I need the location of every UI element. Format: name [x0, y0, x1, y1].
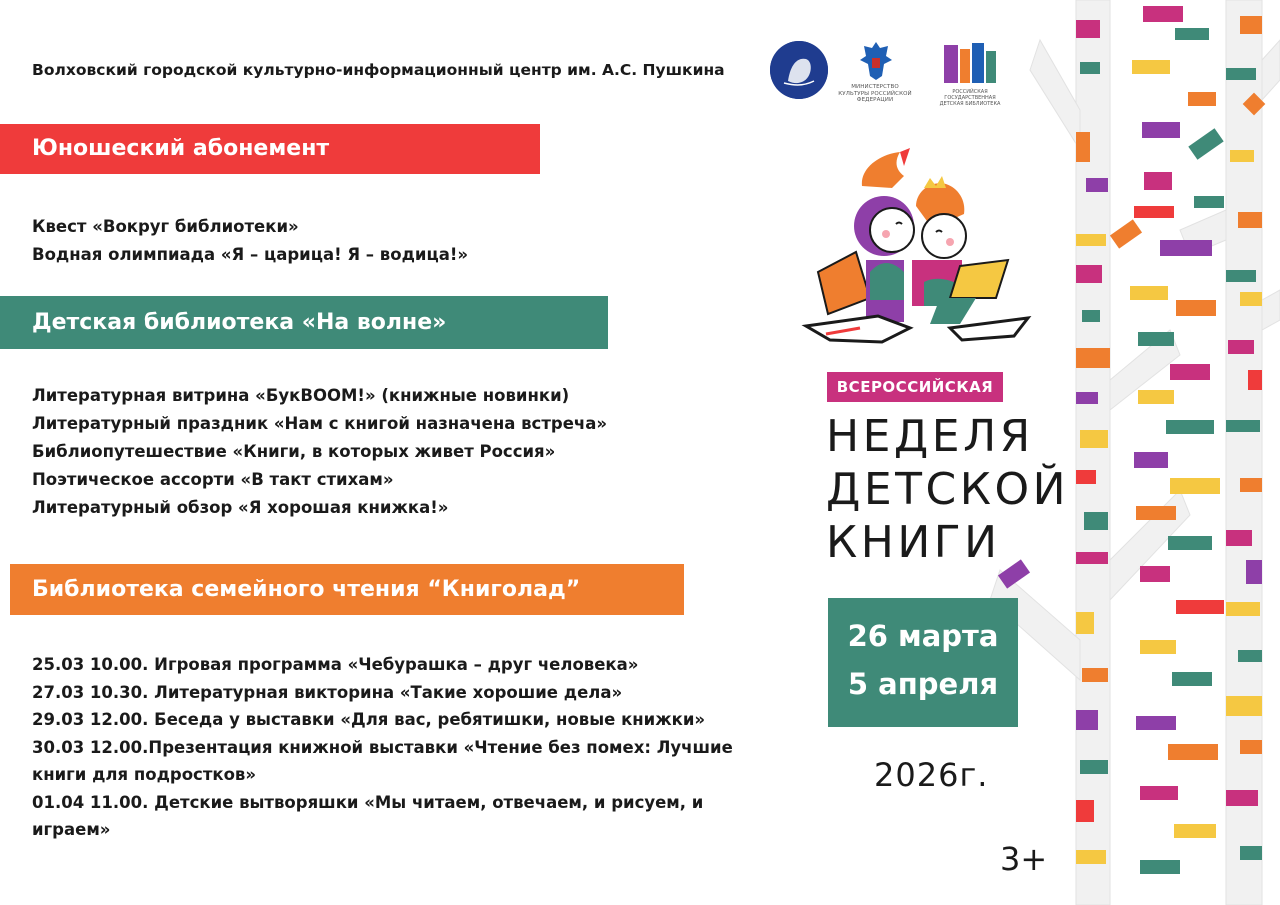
double-eagle-emblem-icon — [858, 40, 894, 82]
section-title-childrens-library: Детская библиотека «На волне» — [0, 296, 608, 349]
poster-title-line-1: НЕДЕЛЯ — [826, 411, 1034, 462]
list-item: 29.03 12.00. Беседа у выставки «Для вас, ребятишки, новые книжки» — [32, 710, 706, 729]
age-rating: 3+ — [1000, 840, 1048, 878]
list-item: Водная олимпиада «Я – царица! Я – водица!» — [32, 245, 469, 264]
list-item: играем» — [32, 820, 111, 839]
date-from: 26 марта — [847, 619, 999, 653]
list-item: 30.03 12.00.Презентация книжной выставки «Чтение без помех: Лучшие — [32, 737, 733, 757]
organization-name: Волховский городской культурно-информационный центр им. А.С. Пушкина — [32, 61, 725, 79]
all-russian-badge: ВСЕРОССИЙСКАЯ — [827, 372, 1003, 402]
list-item: Библиопутешествие «Книги, в которых живет Россия» — [32, 442, 556, 461]
event-dates-box — [828, 598, 1018, 727]
list-item: Литературная витрина «БукВООМ!» (книжные новинки) — [32, 386, 570, 405]
poster-title-line-3: КНИГИ — [826, 517, 1001, 568]
section-title-family-library: Библиотека семейного чтения “Книголад” — [10, 564, 684, 615]
section-items-family-library — [32, 651, 733, 844]
list-item: 01.04 11.00. Детские вытворяшки «Мы читаем, отвечаем, и рисуем, и — [32, 792, 704, 812]
event-year: 2026г. — [874, 756, 989, 794]
pushkin-portrait-icon — [770, 41, 828, 99]
pushkin-center-logo — [770, 41, 828, 99]
poster-title-line-2: ДЕТСКОЙ — [826, 464, 1070, 515]
date-to: 5 апреля — [847, 667, 999, 701]
list-item: книги для подростков» — [32, 765, 257, 784]
section-items-youth — [32, 213, 468, 269]
list-item: Квест «Вокруг библиотеки» — [32, 217, 299, 236]
ministry-of-culture-logo — [836, 40, 914, 106]
list-item: Поэтическое ассорти «В такт стихам» — [32, 470, 394, 489]
ministry-caption: МИНИСТЕРСТВО КУЛЬТУРЫ РОССИЙСКОЙ ФЕДЕРАЦИИ — [838, 84, 912, 103]
section-title-youth-subscription: Юношеский абонемент — [0, 124, 540, 174]
rgdb-caption: РОССИЙСКАЯ ГОСУДАРСТВЕННАЯ ДЕТСКАЯ БИБЛИОТЕКА — [939, 89, 1001, 107]
list-item: Литературный обзор «Я хорошая книжка!» — [32, 498, 449, 517]
rgdb-letters-icon — [938, 41, 1002, 87]
rgdb-logo — [938, 41, 1002, 107]
list-item: Литературный праздник «Нам с книгой назначена встреча» — [32, 414, 608, 433]
list-item: 27.03 10.30. Литературная викторина «Такие хорошие дела» — [32, 682, 623, 702]
children-reading-illustration — [800, 148, 1036, 348]
list-item: 25.03 10.00. Игровая программа «Чебурашка – друг человека» — [32, 655, 639, 674]
section-items-childrens-library — [32, 382, 607, 522]
